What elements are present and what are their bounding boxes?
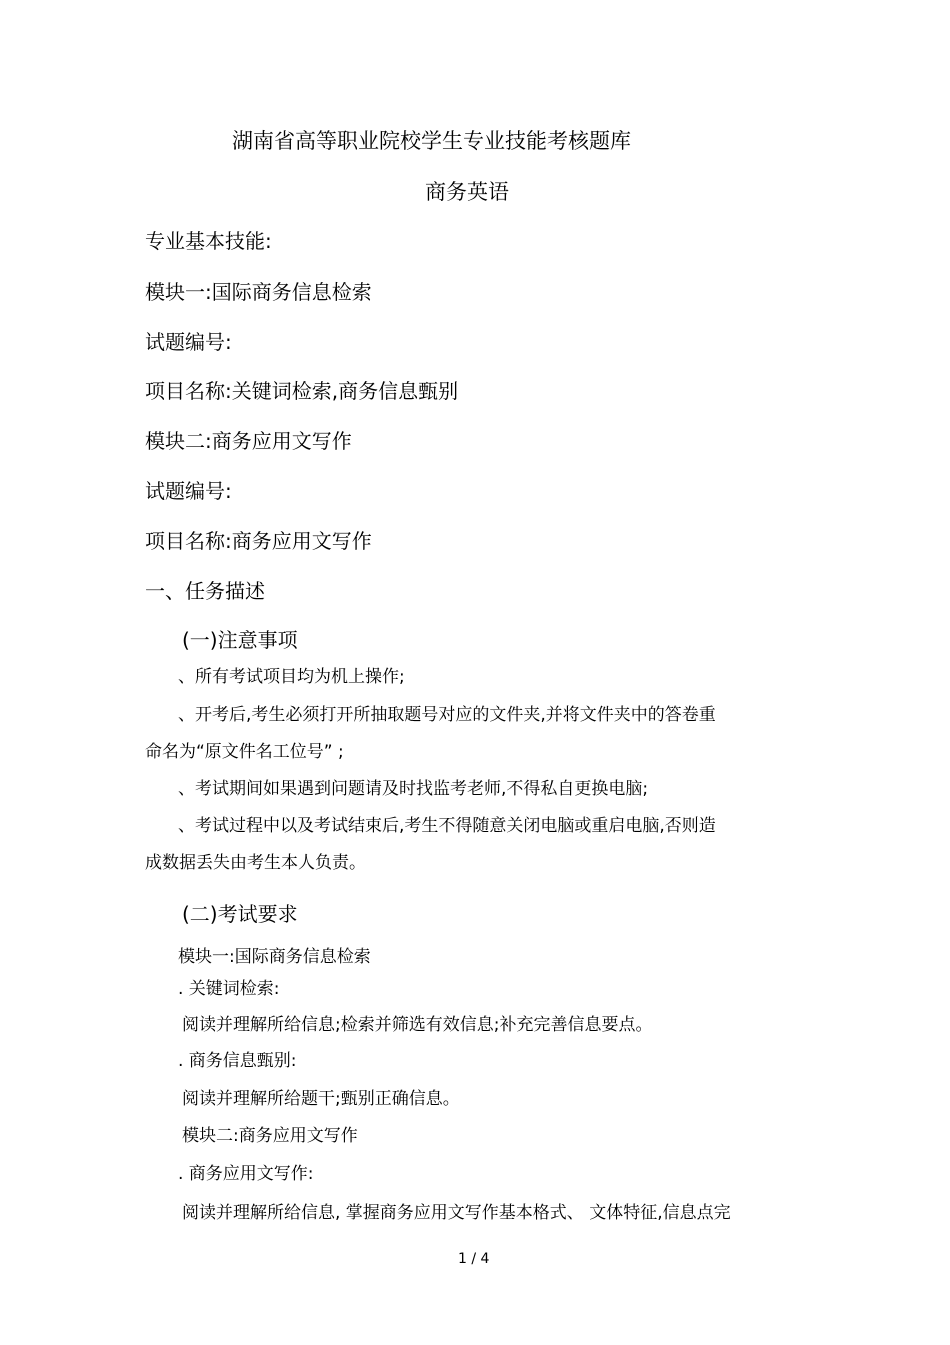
req-writing-desc: 阅读并理解所给信息, 掌握商务应用文写作基本格式、 文体特征,信息点完 [182,1203,731,1223]
module2-code: 试题编号: [145,479,232,503]
req-writing: . 商务应用文写作: [178,1164,314,1184]
document-subtitle: 商务英语 [425,180,509,204]
module2-project: 项目名称:商务应用文写作 [145,529,372,553]
page-number: 1 / 4 [458,1251,490,1267]
note-2-line-1: 、开考后,考生必须打开所抽取题号对应的文件夹,并将文件夹中的答卷重 [178,705,716,725]
notes-heading: (一)注意事项 [182,628,298,652]
basic-skills-heading: 专业基本技能: [145,229,272,253]
requirements-heading: (二)考试要求 [182,902,298,926]
document-title: 湖南省高等职业院校学生专业技能考核题库 [232,129,631,153]
task-heading: 一、任务描述 [145,579,265,603]
req-keyword-search: . 关键词检索: [178,979,280,999]
module1-code: 试题编号: [145,330,232,354]
module1-project: 项目名称:关键词检索,商务信息甄别 [145,379,459,403]
req-keyword-search-desc: 阅读并理解所给信息;检索并筛选有效信息;补充完善信息要点。 [182,1015,653,1035]
req-info-verify-desc: 阅读并理解所给题干;甄别正确信息。 [182,1089,460,1109]
note-3: 、考试期间如果遇到问题请及时找监考老师,不得私自更换电脑; [178,779,649,799]
req-info-verify: . 商务信息甄别: [178,1051,297,1071]
note-1: 、所有考试项目均为机上操作; [178,667,405,687]
module2-title: 模块二:商务应用文写作 [145,429,352,453]
req-module2: 模块二:商务应用文写作 [182,1126,358,1146]
module1-title: 模块一:国际商务信息检索 [145,280,372,304]
note-2-line-2: 命名为“原文件名工位号” ; [145,742,344,762]
req-module1: 模块一:国际商务信息检索 [178,947,371,967]
note-4-line-2: 成数据丢失由考生本人负责。 [145,853,366,873]
note-4-line-1: 、考试过程中以及考试结束后,考生不得随意关闭电脑或重启电脑,否则造 [178,816,716,836]
